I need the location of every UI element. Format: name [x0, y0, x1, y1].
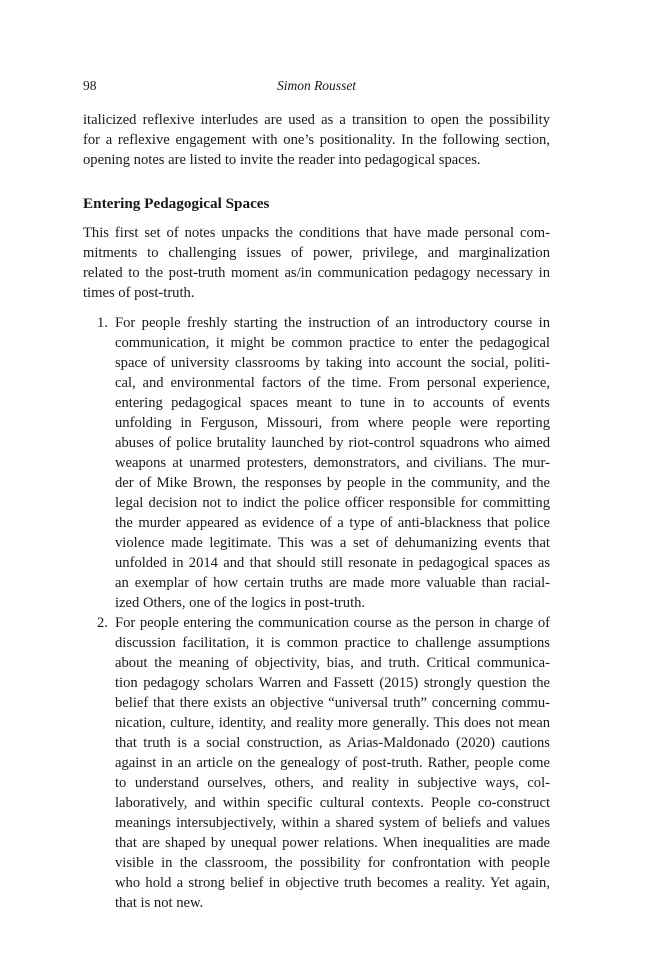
list-item-line: For people entering the communication course as the person in charge of: [115, 615, 550, 631]
list-item-line: belief that there exists an objective “universal truth” concerning commu-: [115, 695, 550, 711]
list-item-line: legal decision not to indict the police officer responsible for committing: [115, 495, 550, 511]
running-head-author: Simon Rousset: [276, 78, 357, 93]
list-item-line: unfolded in 2014 and that should still resonate in pedagogical spaces as: [115, 555, 550, 571]
paragraph-line: mitments to challenging issues of power, privilege, and marginalization: [83, 245, 550, 261]
list-item-line: an exemplar of how certain truths are made more valuable than racial-: [115, 575, 550, 591]
list-item-line: communication, it might be common practice to enter the pedagogical: [115, 335, 550, 351]
list-item-line: that is not new.: [115, 895, 204, 911]
list-item-number: 2.: [97, 615, 108, 631]
list-item-line: that truth is a social construction, as Arias-Maldonado (2020) cautions: [115, 735, 550, 751]
list-item-line: unfolding in Ferguson, Missouri, from where people were reporting: [115, 415, 550, 431]
list-item-line: visible in the classroom, the possibility for confrontation with people: [115, 855, 550, 871]
intro-line: italicized reflexive interludes are used as a transition to open the possibility: [83, 112, 550, 128]
intro-line: for a reflexive engagement with one’s positionality. In the following section,: [83, 132, 550, 148]
list-item-line: meanings intersubjectively, within a shared system of beliefs and values: [115, 815, 550, 831]
list-item-line: the murder appeared as evidence of a type of anti-blackness that police: [115, 515, 550, 531]
list-item-line: about the meaning of objectivity, bias, and truth. Critical communica-: [115, 655, 550, 671]
list-item-line: der of Mike Brown, the responses by people in the community, and the: [115, 475, 550, 491]
list-item-line: abuses of police brutality launched by riot-control squadrons who aimed: [115, 435, 550, 451]
list-item-line: against in an article on the genealogy of post-truth. Rather, people come: [115, 755, 550, 771]
intro-line: opening notes are listed to invite the reader into pedagogical spaces.: [83, 152, 481, 168]
list-item-line: cal, and environmental factors of the time. From personal experience,: [115, 375, 550, 391]
list-item-line: violence made legitimate. This was a set of dehumanizing events that: [115, 535, 550, 551]
list-item-line: tion pedagogy scholars Warren and Fassett (2015) strongly question the: [115, 675, 550, 691]
list-item-line: entering pedagogical spaces meant to tune in to accounts of events: [115, 395, 550, 411]
page-number: 98: [83, 78, 97, 93]
list-item-line: nication, culture, identity, and reality more generally. This does not mean: [115, 715, 550, 731]
paragraph-line: related to the post-truth moment as/in communication pedagogy necessary in: [83, 265, 550, 281]
paragraph-line: This first set of notes unpacks the conditions that have made personal com-: [83, 225, 550, 241]
list-item-line: space of university classrooms by taking into account the social, politi-: [115, 355, 550, 371]
list-item-line: discussion facilitation, it is common practice to challenge assumptions: [115, 635, 550, 651]
list-item-line: ized Others, one of the logics in post-truth.: [115, 595, 366, 611]
running-head: [83, 78, 550, 96]
list-item-line: For people freshly starting the instruction of an introductory course in: [115, 315, 550, 331]
list-item-line: weapons at unarmed protesters, demonstrators, and civilians. The mur-: [115, 455, 550, 471]
list-item-number: 1.: [97, 315, 108, 331]
list-item-line: to understand ourselves, others, and reality in subjective ways, col-: [115, 775, 550, 791]
list-item-line: who hold a strong belief in objective truth becomes a reality. Yet again,: [115, 875, 550, 891]
list-item-line: laboratively, and within specific cultural contexts. People co-construct: [115, 795, 550, 811]
paragraph-line: times of post-truth.: [83, 285, 195, 301]
list-item-line: that are shaped by unequal power relations. When inequalities are made: [115, 835, 550, 851]
section-heading: Entering Pedagogical Spaces: [83, 195, 270, 212]
